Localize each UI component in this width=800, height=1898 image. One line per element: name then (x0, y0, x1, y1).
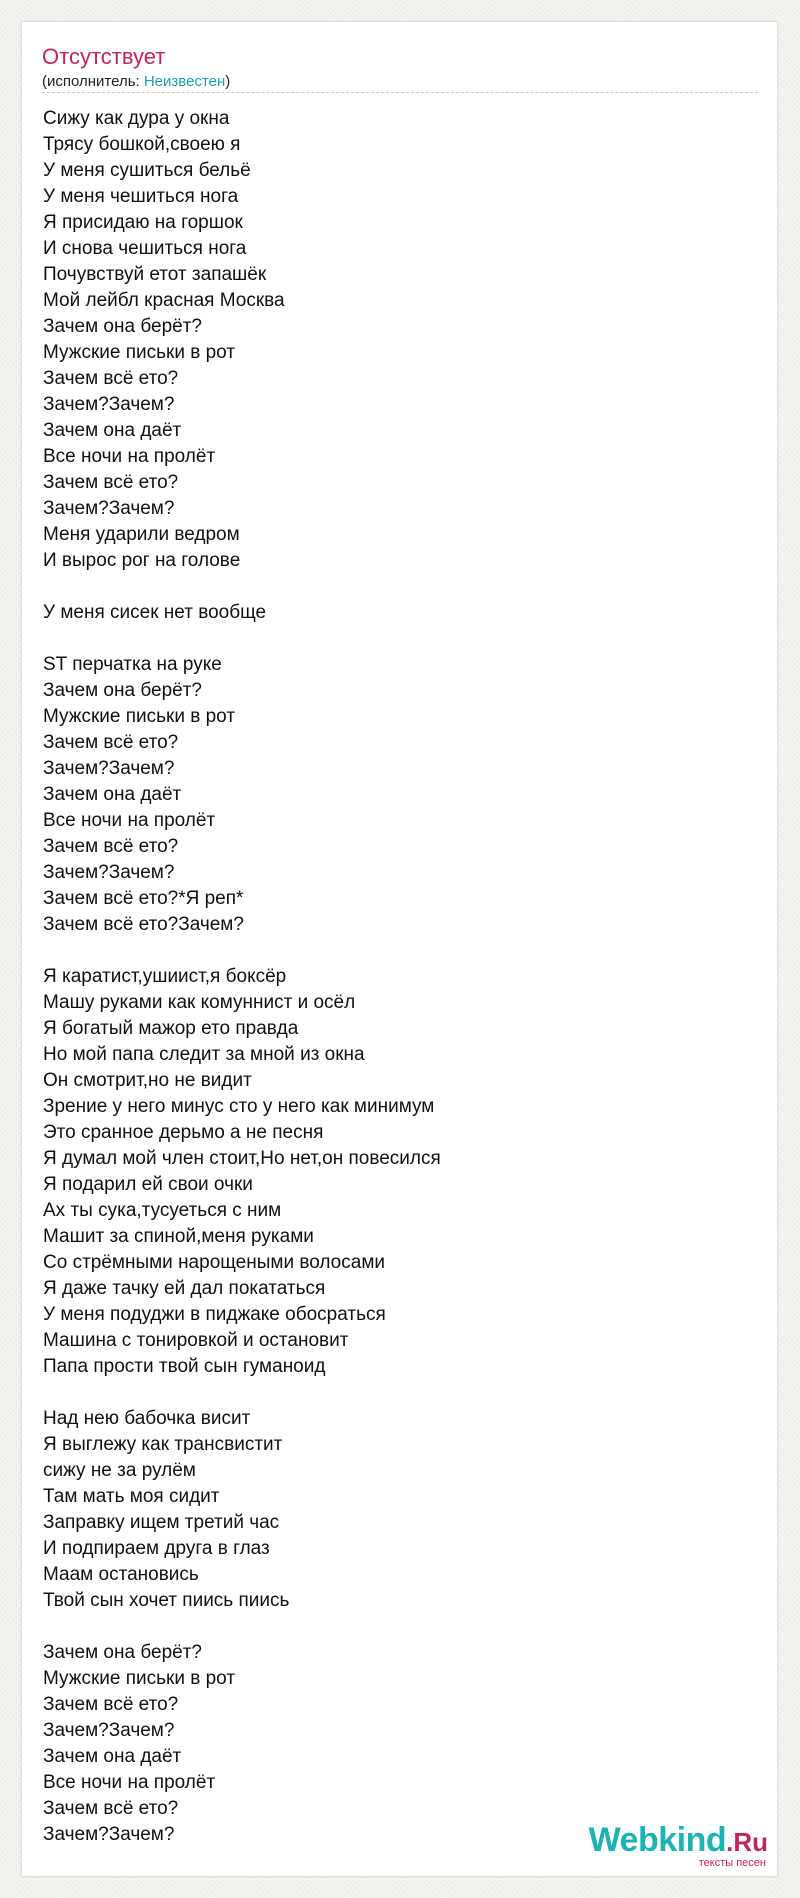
lyric-line: Зрение у него минус сто у него как минимум (43, 1096, 435, 1117)
logo-subtitle: тексты песен (698, 1857, 766, 1869)
lyric-line: Зачем она берёт? (43, 680, 202, 701)
lyric-line: Зачем она берёт? (43, 316, 202, 337)
lyric-line: Я богатый мажор ето правда (43, 1018, 299, 1039)
lyric-line: Все ночи на пролёт (43, 810, 216, 831)
lyric-line: Папа прости твой сын гуманоид (43, 1356, 326, 1377)
lyric-line: Мужские письки в рот (43, 1668, 236, 1689)
lyric-line: сижу не за рулём (43, 1460, 196, 1481)
lyric-line: Все ночи на пролёт (43, 1772, 216, 1793)
title-divider (42, 92, 758, 93)
logo-domain: .Ru (726, 1827, 768, 1857)
lyric-line: У меня подуджи в пиджаке обосраться (43, 1304, 386, 1325)
lyric-line: Маам остановись (43, 1564, 199, 1585)
lyric-line: Ах ты сука,тусуеться с ним (43, 1200, 282, 1221)
lyric-line: И вырос рог на голове (43, 550, 241, 571)
site-logo (589, 1823, 768, 1869)
lyric-line: Мой лейбл красная Москва (43, 290, 285, 311)
logo-wordmark: Webkind (588, 1821, 727, 1859)
artist-line (42, 73, 230, 91)
lyric-line: Заправку ищем третий час (43, 1512, 280, 1533)
lyric-line: Мужские письки в рот (43, 342, 236, 363)
lyric-line: Зачем?Зачем? (43, 1720, 175, 1741)
lyric-line: Он смотрит,но не видит (43, 1070, 252, 1091)
lyrics-card (21, 21, 778, 1877)
lyric-line: Трясу бошкой,своею я (43, 134, 241, 155)
lyric-line: Там мать моя сидит (43, 1486, 220, 1507)
lyric-line: Я подарил ей свои очки (43, 1174, 253, 1195)
lyric-line: Все ночи на пролёт (43, 446, 216, 467)
lyric-line: Зачем?Зачем? (43, 394, 175, 415)
lyric-line: Зачем всё ето? (43, 1694, 179, 1715)
lyric-line: Я присидаю на горшок (43, 212, 243, 233)
lyric-line: Меня ударили ведром (43, 524, 240, 545)
lyric-line: Я каратист,ушиист,я боксёр (43, 966, 287, 987)
lyric-line: Я даже тачку ей дал покататься (43, 1278, 326, 1299)
lyric-line: ST перчатка на руке (43, 654, 222, 675)
lyric-line: Зачем всё ето? (43, 368, 179, 389)
lyric-blank-line (43, 1380, 743, 1406)
lyric-line: Зачем всё ето?*Я реп* (43, 888, 244, 909)
lyric-blank-line (43, 574, 743, 600)
lyric-line: Почувствуй етот запашёк (43, 264, 267, 285)
lyric-blank-line (43, 938, 743, 964)
lyric-line: И снова чешиться нога (43, 238, 247, 259)
lyric-line: Зачем?Зачем? (43, 498, 175, 519)
lyrics-text (43, 106, 743, 1848)
lyric-line: Машит за спиной,меня руками (43, 1226, 314, 1247)
lyric-line: И подпираем друга в глаз (43, 1538, 270, 1559)
artist-suffix: ) (225, 73, 231, 90)
lyric-line: Это сранное дерьмо а не песня (43, 1122, 324, 1143)
lyric-line: Со стрёмными нарощеными волосами (43, 1252, 385, 1273)
lyric-line: У меня чешиться нога (43, 186, 239, 207)
lyric-line: У меня сушиться бельё (43, 160, 251, 181)
lyric-line: Зачем она даёт (43, 420, 182, 441)
lyric-line: Зачем она берёт? (43, 1642, 202, 1663)
lyric-blank-line (43, 626, 743, 652)
lyric-line: Зачем?Зачем? (43, 1824, 175, 1845)
lyric-line: Зачем она даёт (43, 784, 182, 805)
lyric-line: Я выглежу как трансвистит (43, 1434, 283, 1455)
lyric-line: Мужские письки в рот (43, 706, 236, 727)
lyric-line: Зачем всё ето? (43, 472, 179, 493)
lyric-line: Зачем всё ето?Зачем? (43, 914, 244, 935)
song-title: Отсутствует (42, 44, 166, 69)
lyric-line: Сижу как дура у окна (43, 108, 230, 129)
artist-link[interactable]: Неизвестен (143, 73, 226, 90)
lyric-line: Машу руками как комуннист и осёл (43, 992, 356, 1013)
lyric-line: Машина с тонировкой и остановит (43, 1330, 349, 1351)
lyric-line: Зачем всё ето? (43, 1798, 179, 1819)
lyric-line: Над нею бабочка висит (43, 1408, 251, 1429)
lyric-line: Зачем всё ето? (43, 732, 179, 753)
lyric-blank-line (43, 1614, 743, 1640)
lyric-line: Зачем?Зачем? (43, 758, 175, 779)
lyric-line: Зачем она даёт (43, 1746, 182, 1767)
artist-prefix: (исполнитель: (42, 73, 144, 90)
lyric-line: Я думал мой член стоит,Но нет,он повесился (43, 1148, 441, 1169)
lyric-line: Но мой папа следит за мной из окна (43, 1044, 365, 1065)
lyric-line: Зачем всё ето? (43, 836, 179, 857)
lyric-line: Зачем?Зачем? (43, 862, 175, 883)
lyric-line: У меня сисек нет вообще (43, 602, 267, 623)
lyric-line: Твой сын хочет пиись пиись (43, 1590, 290, 1611)
